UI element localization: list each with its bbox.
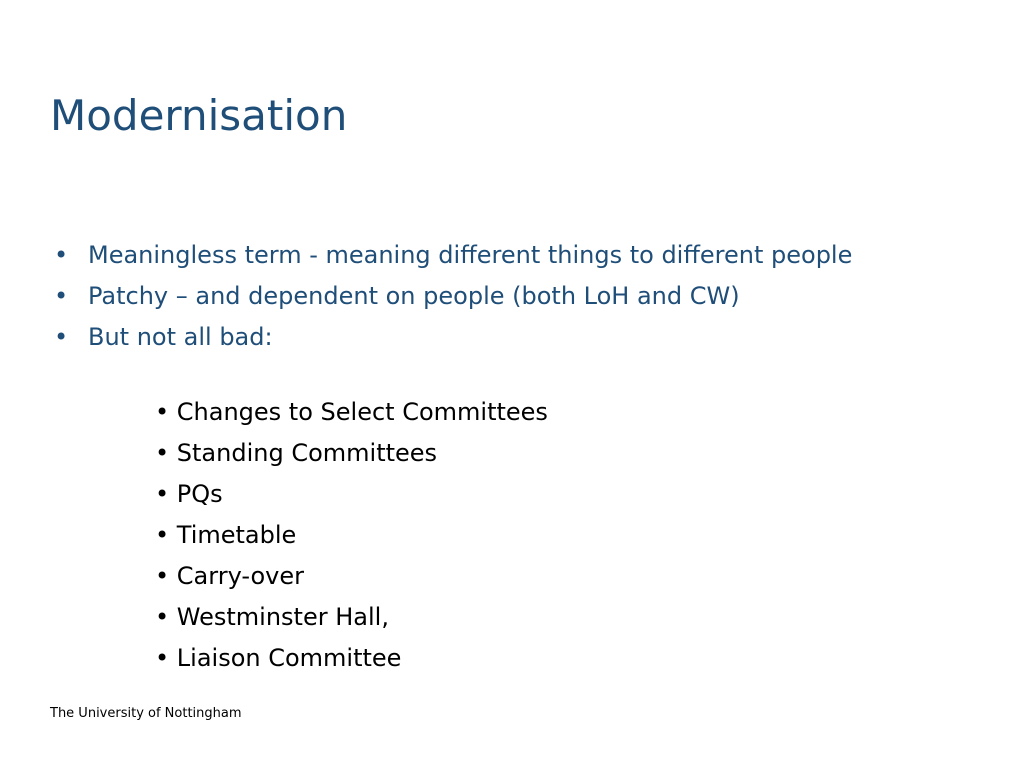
sub-bullet-list xyxy=(155,395,548,682)
sub-bullet-item: • Westminster Hall, xyxy=(155,603,389,631)
bullet-item xyxy=(50,238,950,272)
sub-bullet-item: • Timetable xyxy=(155,521,297,549)
bullet-point-icon: • xyxy=(54,282,69,310)
sub-bullet-item: • Changes to Select Committees xyxy=(155,398,548,426)
bullet-item xyxy=(50,320,950,354)
sub-bullet-item: • Standing Committees xyxy=(155,439,438,467)
bullet-list xyxy=(50,238,950,361)
sub-bullet-item: • Liaison Committee xyxy=(155,644,402,672)
footer-text: The University of Nottingham xyxy=(50,706,242,721)
bullet-text: But not all bad: xyxy=(88,323,273,351)
slide-title: Modernisation xyxy=(50,91,348,140)
sub-bullet-item: • PQs xyxy=(155,480,223,508)
bullet-item xyxy=(50,279,950,313)
bullet-text: Patchy – and dependent on people (both LoH and CW) xyxy=(88,282,740,310)
sub-bullet-item: • Carry-over xyxy=(155,562,304,590)
bullet-point-icon: • xyxy=(54,323,69,351)
bullet-text: Meaningless term - meaning different things to different people xyxy=(88,241,853,269)
bullet-point-icon: • xyxy=(54,241,69,269)
